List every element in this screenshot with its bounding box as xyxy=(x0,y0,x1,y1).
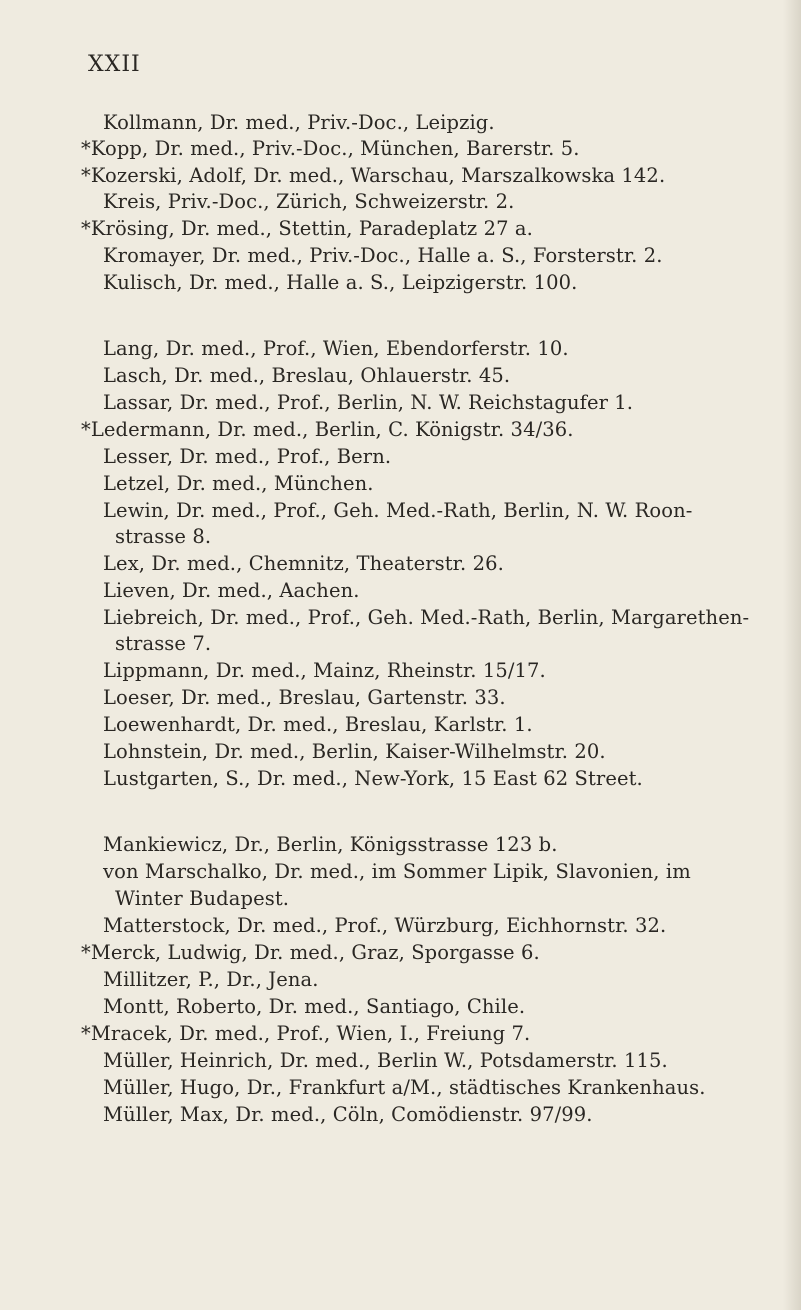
list-entry: Lewin, Dr. med., Prof., Geh. Med.-Rath, Berlin, N. W. Roon- xyxy=(103,499,693,522)
list-entry: Lang, Dr. med., Prof., Wien, Ebendorferstr. 10. xyxy=(103,337,569,360)
list-entry: Montt, Roberto, Dr. med., Santiago, Chile. xyxy=(103,995,526,1018)
list-entry: Müller, Hugo, Dr., Frankfurt a/M., städtisches Krankenhaus. xyxy=(103,1076,706,1099)
list-entry: Mankiewicz, Dr., Berlin, Königsstrasse 123 b. xyxy=(103,833,558,856)
list-entry-continuation: strasse 8. xyxy=(115,525,212,548)
list-entry: Müller, Max, Dr. med., Cöln, Comödienstr. 97/99. xyxy=(103,1103,593,1126)
list-entry: Müller, Heinrich, Dr. med., Berlin W., Potsdamerstr. 115. xyxy=(103,1049,668,1072)
list-entry: Lippmann, Dr. med., Mainz, Rheinstr. 15/17. xyxy=(103,659,546,682)
list-entry: *Ledermann, Dr. med., Berlin, C. Königstr. 34/36. xyxy=(81,418,574,441)
list-entry: Lex, Dr. med., Chemnitz, Theaterstr. 26. xyxy=(103,552,504,575)
list-entry: Kulisch, Dr. med., Halle a. S., Leipzigerstr. 100. xyxy=(103,271,578,294)
list-entry: Lassar, Dr. med., Prof., Berlin, N. W. Reichstagufer 1. xyxy=(103,391,634,414)
list-entry: Kreis, Priv.-Doc., Zürich, Schweizerstr. 2. xyxy=(103,190,515,213)
list-entry: Loeser, Dr. med., Breslau, Gartenstr. 33. xyxy=(103,686,506,709)
list-entry: Lohnstein, Dr. med., Berlin, Kaiser-Wilhelmstr. 20. xyxy=(103,740,606,763)
list-entry: Loewenhardt, Dr. med., Breslau, Karlstr. 1. xyxy=(103,713,533,736)
list-entry: Kollmann, Dr. med., Priv.-Doc., Leipzig. xyxy=(103,111,495,134)
list-entry: *Kozerski, Adolf, Dr. med., Warschau, Marszalkowska 142. xyxy=(81,164,666,187)
list-entry: *Krösing, Dr. med., Stettin, Paradeplatz 27 a. xyxy=(81,217,533,240)
list-entry: von Marschalko, Dr. med., im Sommer Lipik, Slavonien, im xyxy=(103,860,691,883)
list-entry: Millitzer, P., Dr., Jena. xyxy=(103,968,319,991)
list-entry: Lustgarten, S., Dr. med., New-York, 15 East 62 Street. xyxy=(103,767,643,790)
list-entry: Liebreich, Dr. med., Prof., Geh. Med.-Rath, Berlin, Margarethen- xyxy=(103,606,750,629)
list-entry: Lieven, Dr. med., Aachen. xyxy=(103,579,360,602)
list-entry: *Mracek, Dr. med., Prof., Wien, I., Freiung 7. xyxy=(81,1022,531,1045)
list-entry: Kromayer, Dr. med., Priv.-Doc., Halle a. S., Forsterstr. 2. xyxy=(103,244,663,267)
page-edge-shadow xyxy=(783,0,801,1310)
list-entry: Lasch, Dr. med., Breslau, Ohlauerstr. 45. xyxy=(103,364,511,387)
list-entry: Letzel, Dr. med., München. xyxy=(103,472,374,495)
page-number: XXII xyxy=(88,52,141,77)
list-entry: Lesser, Dr. med., Prof., Bern. xyxy=(103,445,392,468)
list-entry-continuation: strasse 7. xyxy=(115,632,212,655)
list-entry: Matterstock, Dr. med., Prof., Würzburg, Eichhornstr. 32. xyxy=(103,914,667,937)
list-entry: *Merck, Ludwig, Dr. med., Graz, Sporgasse 6. xyxy=(81,941,540,964)
list-entry-continuation: Winter Budapest. xyxy=(115,887,290,910)
list-entry: *Kopp, Dr. med., Priv.-Doc., München, Barerstr. 5. xyxy=(81,137,580,160)
